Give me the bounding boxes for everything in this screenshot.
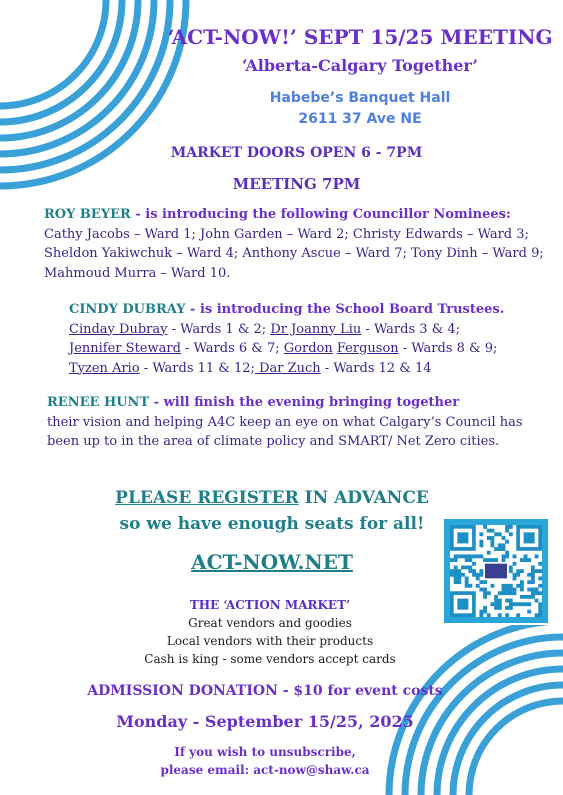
market-line: Great vendors and goodies	[188, 616, 352, 630]
councillor-nominees-paragraph	[44, 205, 544, 283]
market-line: Cash is king - some vendors accept cards	[144, 652, 396, 666]
trustee-wards: - Wards 12 & 14	[320, 360, 432, 376]
presenter-intro: - is introducing the following Councillor Nominees:	[130, 207, 511, 222]
register-line	[62, 488, 482, 508]
nominee-list: Cathy Jacobs – Ward 1; John Garden – Ward 2; Christy Edwards – Ward 3; Sheldon Yakiwchuk – Ward 4; Anthony Ascue – Ward 7; Tony Dinh – Ward 9; Mahmoud Murra – Ward 10.	[44, 226, 544, 281]
venue-name: Habebe’s Banquet Hall	[269, 90, 451, 106]
admission-donation: ADMISSION DONATION - $10 for event costs	[87, 683, 443, 699]
meeting-time: MEETING 7PM	[232, 175, 361, 193]
trustee-link[interactable]: Dar Zuch	[254, 360, 321, 376]
trustee-link[interactable]: Tyzen Ario	[69, 360, 140, 376]
presenter-name: CINDY DUBRAY	[69, 302, 186, 317]
closing-text: their vision and helping A4C keep an eye on what Calgary’s Council has been up to in the area of climate policy and SMART/ Net Zero cities.	[47, 414, 523, 449]
presenter-intro: - is introducing the School Board Trustees.	[185, 302, 505, 317]
market-line: Local vendors with their products	[166, 634, 374, 648]
register-line-rest: IN ADVANCE	[298, 488, 429, 508]
closing-paragraph	[47, 393, 547, 452]
trustee-wards: - Wards 8 & 9;	[398, 341, 498, 356]
trustee-link[interactable]: Dr Joanny Liu	[270, 321, 362, 337]
website-link[interactable]: ACT-NOW.NET	[191, 550, 353, 574]
event-date: Monday - September 15/25, 2025	[116, 712, 414, 731]
organization-subtitle: ‘Alberta-Calgary Together’	[242, 56, 478, 75]
unsubscribe-note: If you wish to unsubscribe,	[174, 745, 356, 759]
register-link[interactable]: PLEASE REGISTER	[115, 488, 299, 508]
presenter-name: ROY BEYER	[44, 207, 131, 222]
presenter-name: RENEE HUNT	[47, 395, 150, 410]
trustee-wards: - Wards 11 & 12;	[139, 360, 255, 376]
meeting-title: ‘ACT-NOW!’ SEPT 15/25 MEETING	[167, 25, 553, 49]
register-seats-line: so we have enough seats for all!	[119, 514, 425, 534]
venue-address: 2611 37 Ave NE	[298, 111, 422, 127]
trustee-link[interactable]: Jennifer Steward	[69, 341, 181, 356]
trustee-wards: - Wards 1 & 2;	[167, 321, 271, 337]
action-market-title: THE ‘ACTION MARKET’	[189, 598, 351, 612]
school-trustees-paragraph	[69, 300, 539, 378]
market-doors-time: MARKET DOORS OPEN 6 - 7PM	[170, 145, 423, 161]
trustee-link[interactable]: Cinday Dubray	[69, 321, 168, 337]
trustee-wards: - Wards 3 & 4;	[361, 321, 461, 337]
trustee-link[interactable]: Gordon	[283, 341, 333, 356]
presenter-intro: - will finish the evening bringing together	[149, 395, 460, 410]
trustee-link[interactable]: Ferguson	[336, 341, 399, 356]
unsubscribe-email[interactable]: please email: act-now@shaw.ca	[160, 763, 370, 777]
trustee-wards: - Wards 6 & 7;	[180, 341, 284, 356]
